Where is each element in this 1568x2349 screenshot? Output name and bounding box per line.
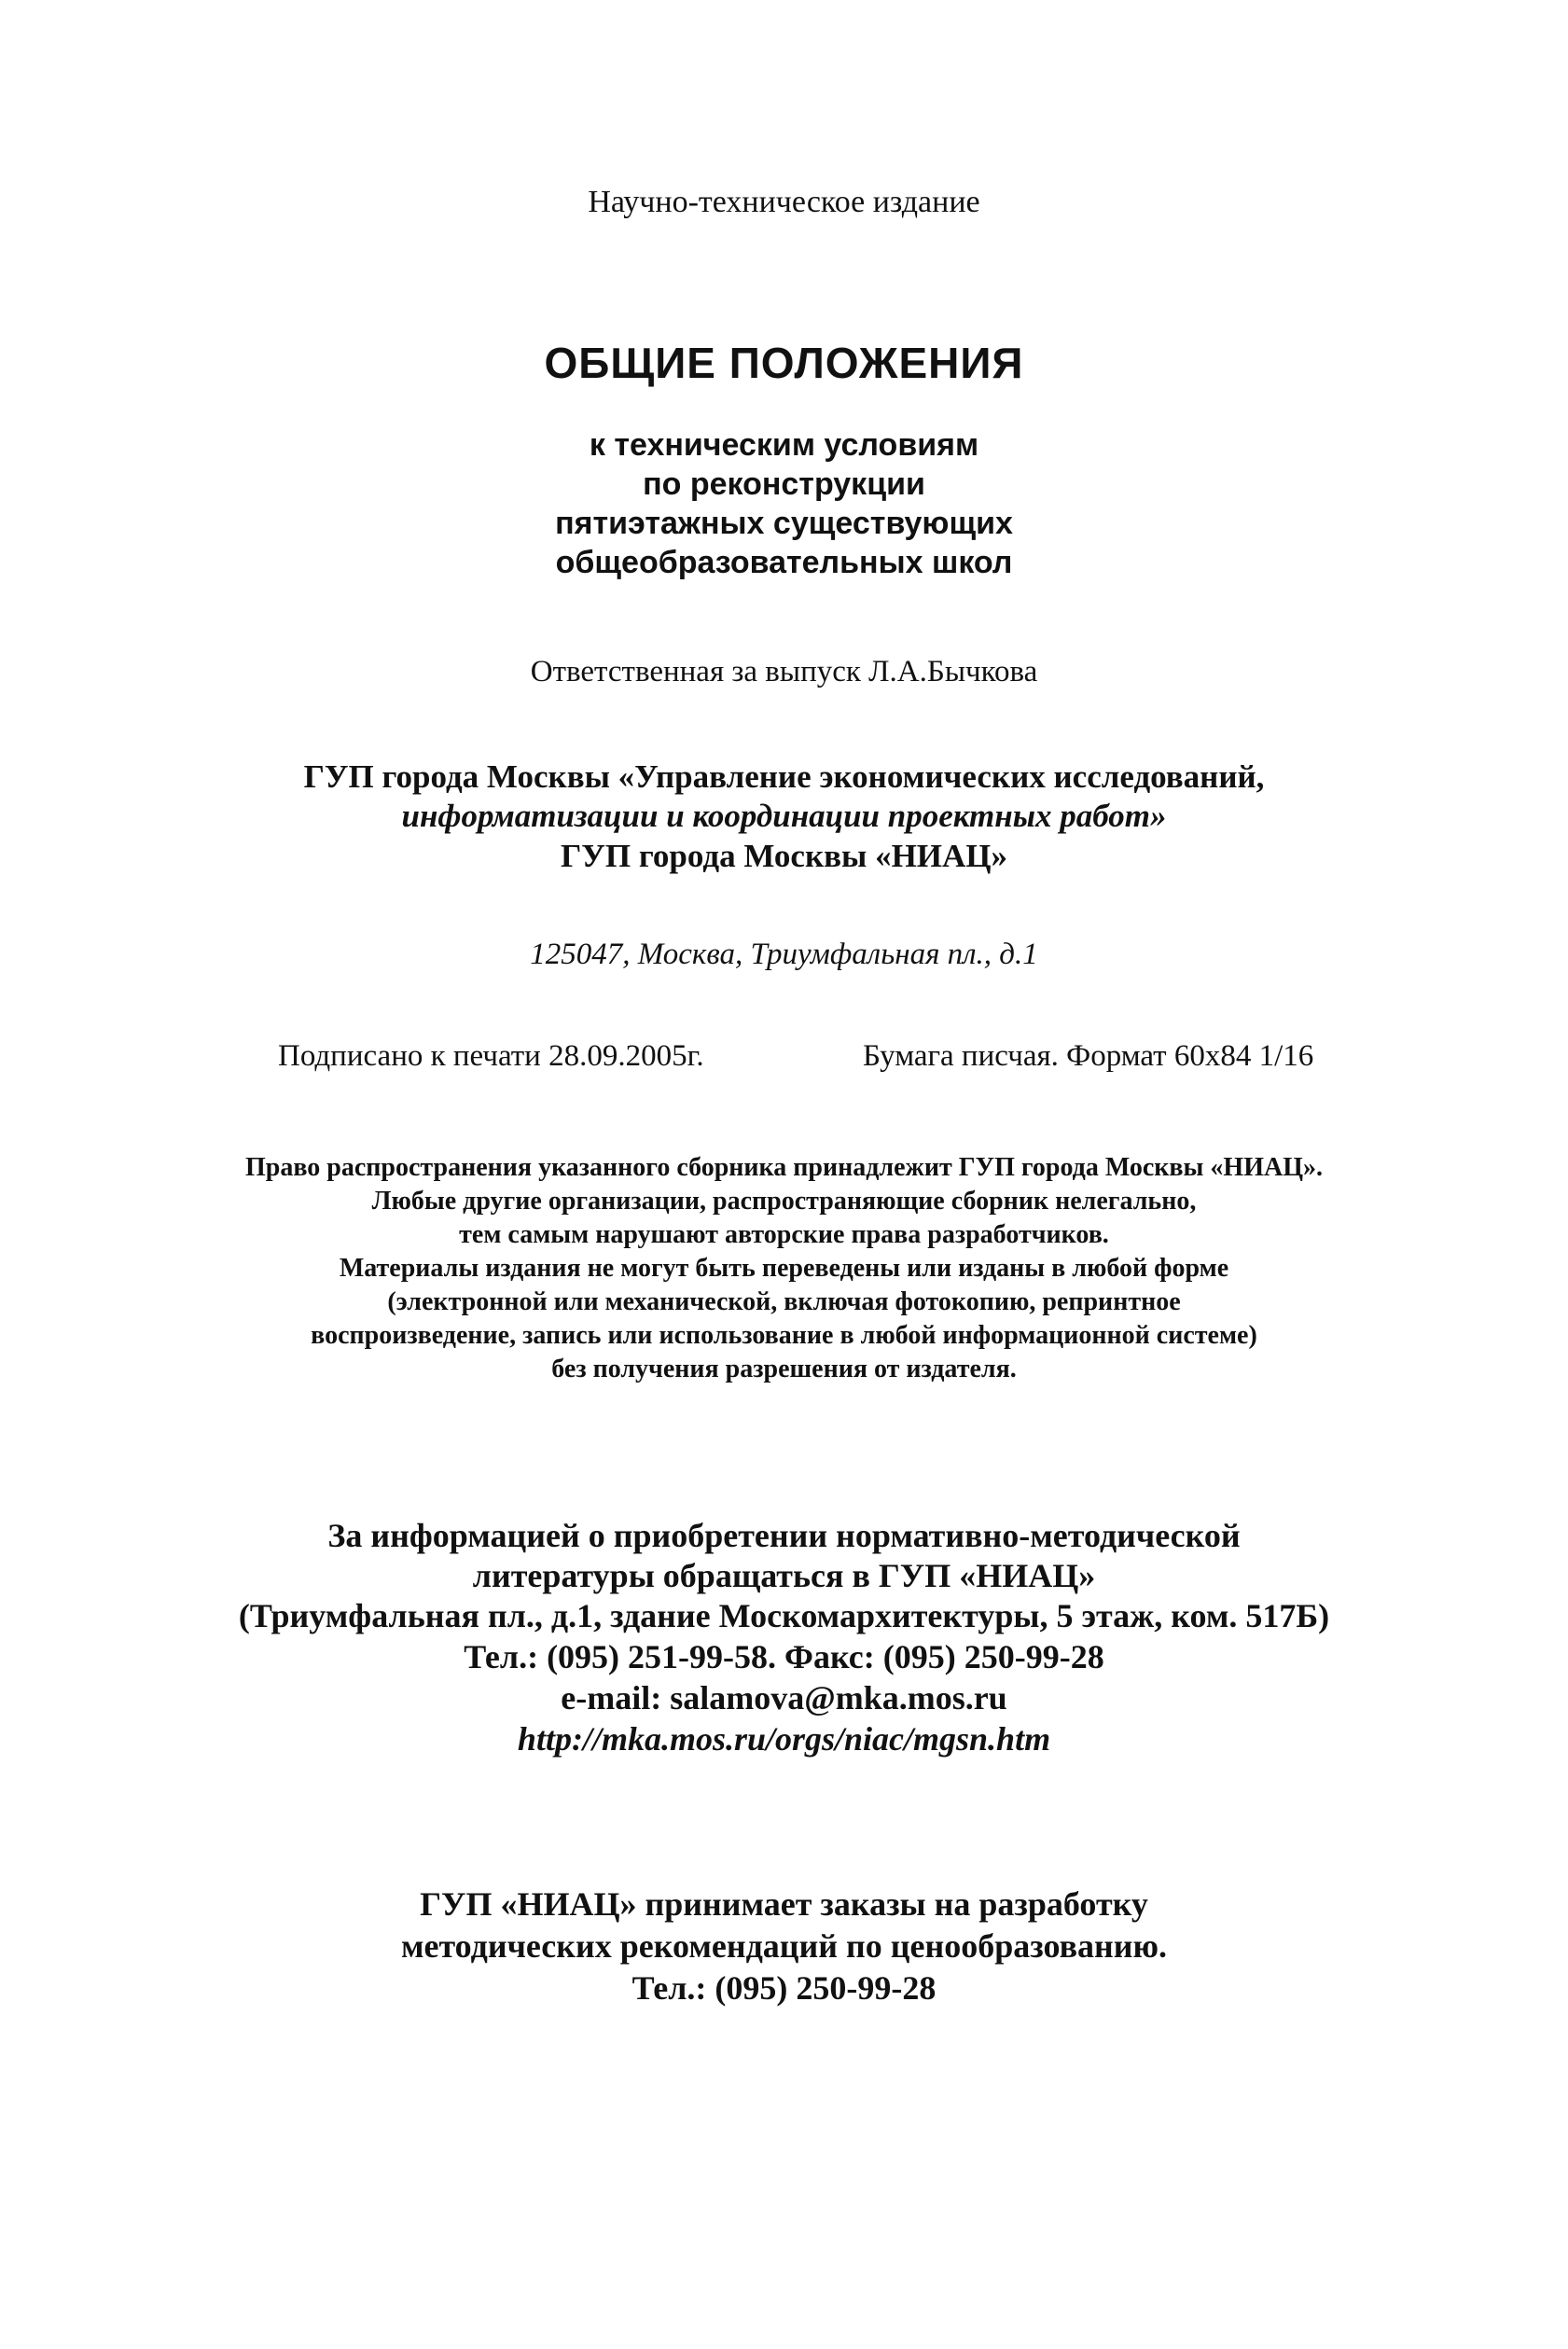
rights-line: без получения разрешения от издателя. [551, 1355, 1017, 1383]
organization-line: ГУП города Москвы «НИАЦ» [560, 838, 1008, 874]
rights-line: воспроизведение, запись или использование в любой информационной системе) [311, 1321, 1257, 1350]
contact-website: http://mka.mos.ru/orgs/niac/mgsn.htm [517, 1720, 1051, 1758]
paper-format: Бумага писчая. Формат 60x84 1/16 [863, 1039, 1314, 1073]
subtitle-line: к техническим условиям [589, 427, 979, 463]
signed-to-print: Подписано к печати 28.09.2005г. [278, 1039, 704, 1073]
rights-line: (электронной или механической, включая фотокопию, репринтное [387, 1287, 1181, 1316]
publisher-address: 125047, Москва, Триумфальная пл., д.1 [530, 938, 1038, 971]
document-title: ОБЩИЕ ПОЛОЖЕНИЯ [544, 339, 1024, 387]
subtitle-line: общеобразовательных школ [555, 545, 1013, 580]
contact-line: литературы обращаться в ГУП «НИАЦ» [472, 1557, 1096, 1594]
services-line: ГУП «НИАЦ» принимает заказы на разработку [420, 1885, 1148, 1923]
rights-line: тем самым нарушают авторские права разработчиков. [459, 1220, 1109, 1249]
rights-line: Материалы издания не могут быть переведены или изданы в любой форме [339, 1254, 1229, 1283]
services-phone: Тел.: (095) 250-99-28 [631, 1969, 937, 2007]
rights-line: Право распространения указанного сборника принадлежит ГУП города Москвы «НИАЦ». [245, 1153, 1323, 1182]
subtitle-line: по реконструкции [643, 466, 925, 502]
responsible-editor: Ответственная за выпуск Л.А.Бычкова [530, 655, 1038, 688]
edition-type: Научно-техническое издание [588, 185, 980, 219]
contact-line: За информацией о приобретении нормативно-методической [327, 1517, 1241, 1554]
contact-phone-fax: Тел.: (095) 251-99-58. Факс: (095) 250-99-28 [464, 1638, 1104, 1675]
contact-address: (Триумфальная пл., д.1, здание Москомархитектуры, 5 этаж, ком. 517Б) [238, 1597, 1330, 1634]
rights-line: Любые другие организации, распространяющие сборник нелегально, [371, 1187, 1197, 1216]
services-line: методических рекомендаций по ценообразованию. [400, 1927, 1168, 1965]
contact-email: e-mail: salamova@mka.mos.ru [561, 1679, 1007, 1717]
organization-line: ГУП города Москвы «Управление экономических исследований, [303, 758, 1265, 795]
organization-line: информатизации и координации проектных работ» [401, 798, 1167, 834]
subtitle-line: пятиэтажных существующих [555, 506, 1013, 541]
